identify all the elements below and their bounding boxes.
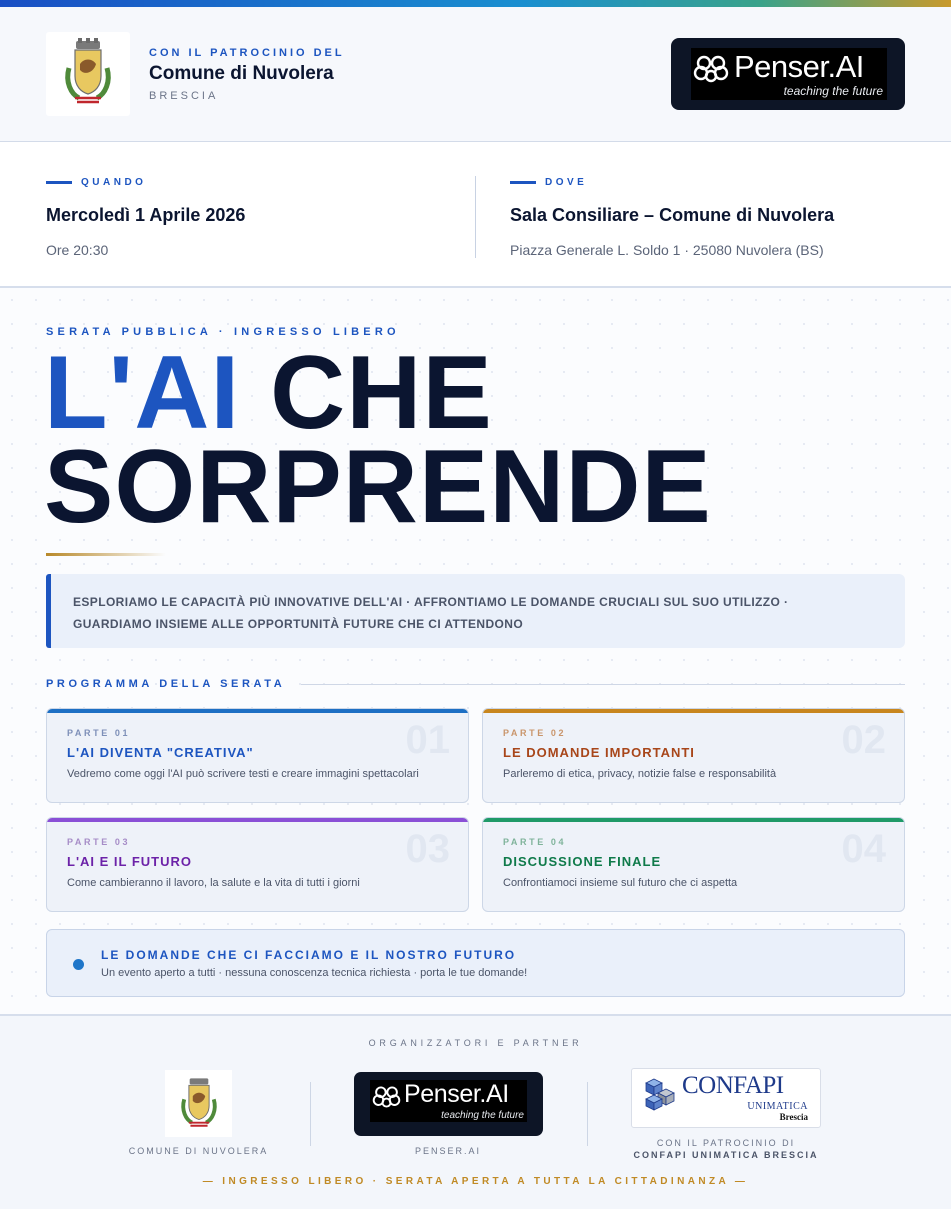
program-card-1 (46, 708, 469, 803)
closing-line: — INGRESSO LIBERO · SERATA APERTA A TUTTA LA CITTADINANZA — (202, 1176, 749, 1187)
partner2-label: PENSER.AI (414, 1146, 481, 1156)
bullet-dot-icon (73, 959, 84, 970)
partners-heading: ORGANIZZATORI E PARTNER (368, 1038, 583, 1048)
hero (0, 288, 951, 1014)
card-bar (47, 709, 468, 713)
gold-accent-line (46, 553, 166, 556)
event-date: Mercoledì 1 Aprile 2026 (46, 205, 246, 225)
card-bar (47, 818, 468, 822)
patronage-block (149, 47, 345, 102)
brain-icon (693, 54, 729, 84)
partner-crest-logo (165, 1070, 232, 1137)
note-subtitle: Un evento aperto a tutti · nessuna conoscenza tecnica richiesta · porta le tue domande! (101, 967, 528, 979)
partner-divider (587, 1082, 588, 1146)
program-card-2 (482, 708, 905, 803)
partner3-sub1: UNIMATICA (747, 1101, 808, 1112)
partner3-sub (747, 1101, 808, 1123)
partner3-sub2: Brescia (779, 1112, 808, 1122)
header (0, 7, 951, 142)
card-title: DISCUSSIONE FINALE (503, 854, 662, 869)
card-part: PARTE 01 (67, 728, 131, 738)
when-label: QUANDO (81, 177, 147, 188)
card-title: L'AI DIVENTA "CREATIVA" (67, 745, 254, 760)
partner2-tagline: teaching the future (441, 1110, 524, 1121)
brain-icon (372, 1085, 401, 1109)
where-block (510, 177, 834, 258)
card-desc: Come cambieranno il lavoro, la salute e la vita di tutti i giorni (67, 877, 360, 889)
info-note (46, 929, 905, 997)
program-card-3 (46, 817, 469, 912)
card-desc: Vedremo come oggi l'AI può scrivere testi e creare immagini spettacolari (67, 768, 419, 780)
patronage-city: BRESCIA (149, 90, 219, 102)
event-info (0, 142, 951, 288)
title-line2: SORPRENDE (44, 429, 712, 545)
municipal-crest-icon (61, 38, 115, 110)
card-number: 02 (841, 718, 886, 762)
partner3-label1: CON IL PATROCINIO DI (656, 1138, 796, 1148)
partner3-label2: CONFAPI UNIMATICA BRESCIA (633, 1150, 819, 1160)
program-heading (46, 678, 905, 690)
when-block (46, 177, 245, 258)
card-number: 03 (405, 827, 450, 871)
lead-line1: ESPLORIAMO LE CAPACITÀ PIÙ INNOVATIVE DELL'AI · AFFRONTIAMO LE DOMANDE CRUCIALI SUL SUO UTILIZZO · (73, 595, 789, 609)
footer (0, 1014, 951, 1209)
partner1-label: COMUNE DI NUVOLERA (128, 1146, 269, 1156)
card-number: 01 (405, 718, 450, 762)
title-accent: L'AI (44, 335, 241, 451)
where-label: DOVE (545, 177, 588, 188)
page-title (44, 335, 712, 545)
partner3-name: CONFAPI (682, 1072, 784, 1099)
crest-logo (46, 32, 130, 116)
info-divider (475, 176, 476, 258)
partner3-label (620, 1137, 832, 1161)
venue-address: Piazza Generale L. Soldo 1 · 25080 Nuvolera (BS) (510, 242, 824, 258)
patronage-name: Comune di Nuvolera (149, 63, 334, 84)
card-title: L'AI E IL FUTURO (67, 854, 193, 869)
venue-name: Sala Consiliare – Comune di Nuvolera (510, 205, 835, 225)
brand-name: Penser.AI (734, 49, 864, 84)
lead-box (46, 574, 905, 648)
program-heading-text: PROGRAMMA DELLA SERATA (46, 678, 286, 690)
partner-divider (310, 1082, 311, 1146)
card-part: PARTE 02 (503, 728, 567, 738)
card-desc: Parleremo di etica, privacy, notizie false e responsabilità (503, 768, 777, 780)
patronage-kicker: CON IL PATROCINIO DEL (149, 47, 345, 59)
eyebrow: SERATA PUBBLICA · INGRESSO LIBERO (46, 326, 400, 338)
penser-logo (671, 38, 905, 110)
partner2-name: Penser.AI (404, 1080, 509, 1108)
note-title: LE DOMANDE CHE CI FACCIAMO E IL NOSTRO FUTURO (101, 948, 517, 962)
card-desc: Confrontiamoci insieme sul futuro che ci aspetta (503, 877, 738, 889)
lead-line2: GUARDIAMO INSIEME ALLE OPPORTUNITÀ FUTURE CHE CI ATTENDONO (73, 617, 524, 631)
card-part: PARTE 04 (503, 837, 567, 847)
event-time: Ore 20:30 (46, 242, 109, 258)
partner-confapi-logo (631, 1068, 821, 1128)
municipal-crest-icon (178, 1076, 220, 1132)
program-card-4 (482, 817, 905, 912)
card-bar (483, 709, 904, 713)
card-part: PARTE 03 (67, 837, 131, 847)
brand-tagline: teaching the future (783, 84, 883, 98)
card-title: LE DOMANDE IMPORTANTI (503, 745, 695, 760)
cubes-logo-icon (644, 1077, 682, 1111)
top-gradient-bar (0, 0, 951, 7)
card-bar (483, 818, 904, 822)
card-number: 04 (841, 827, 886, 871)
title-rest: CHE (270, 335, 493, 451)
partner-penser-logo (354, 1072, 543, 1136)
